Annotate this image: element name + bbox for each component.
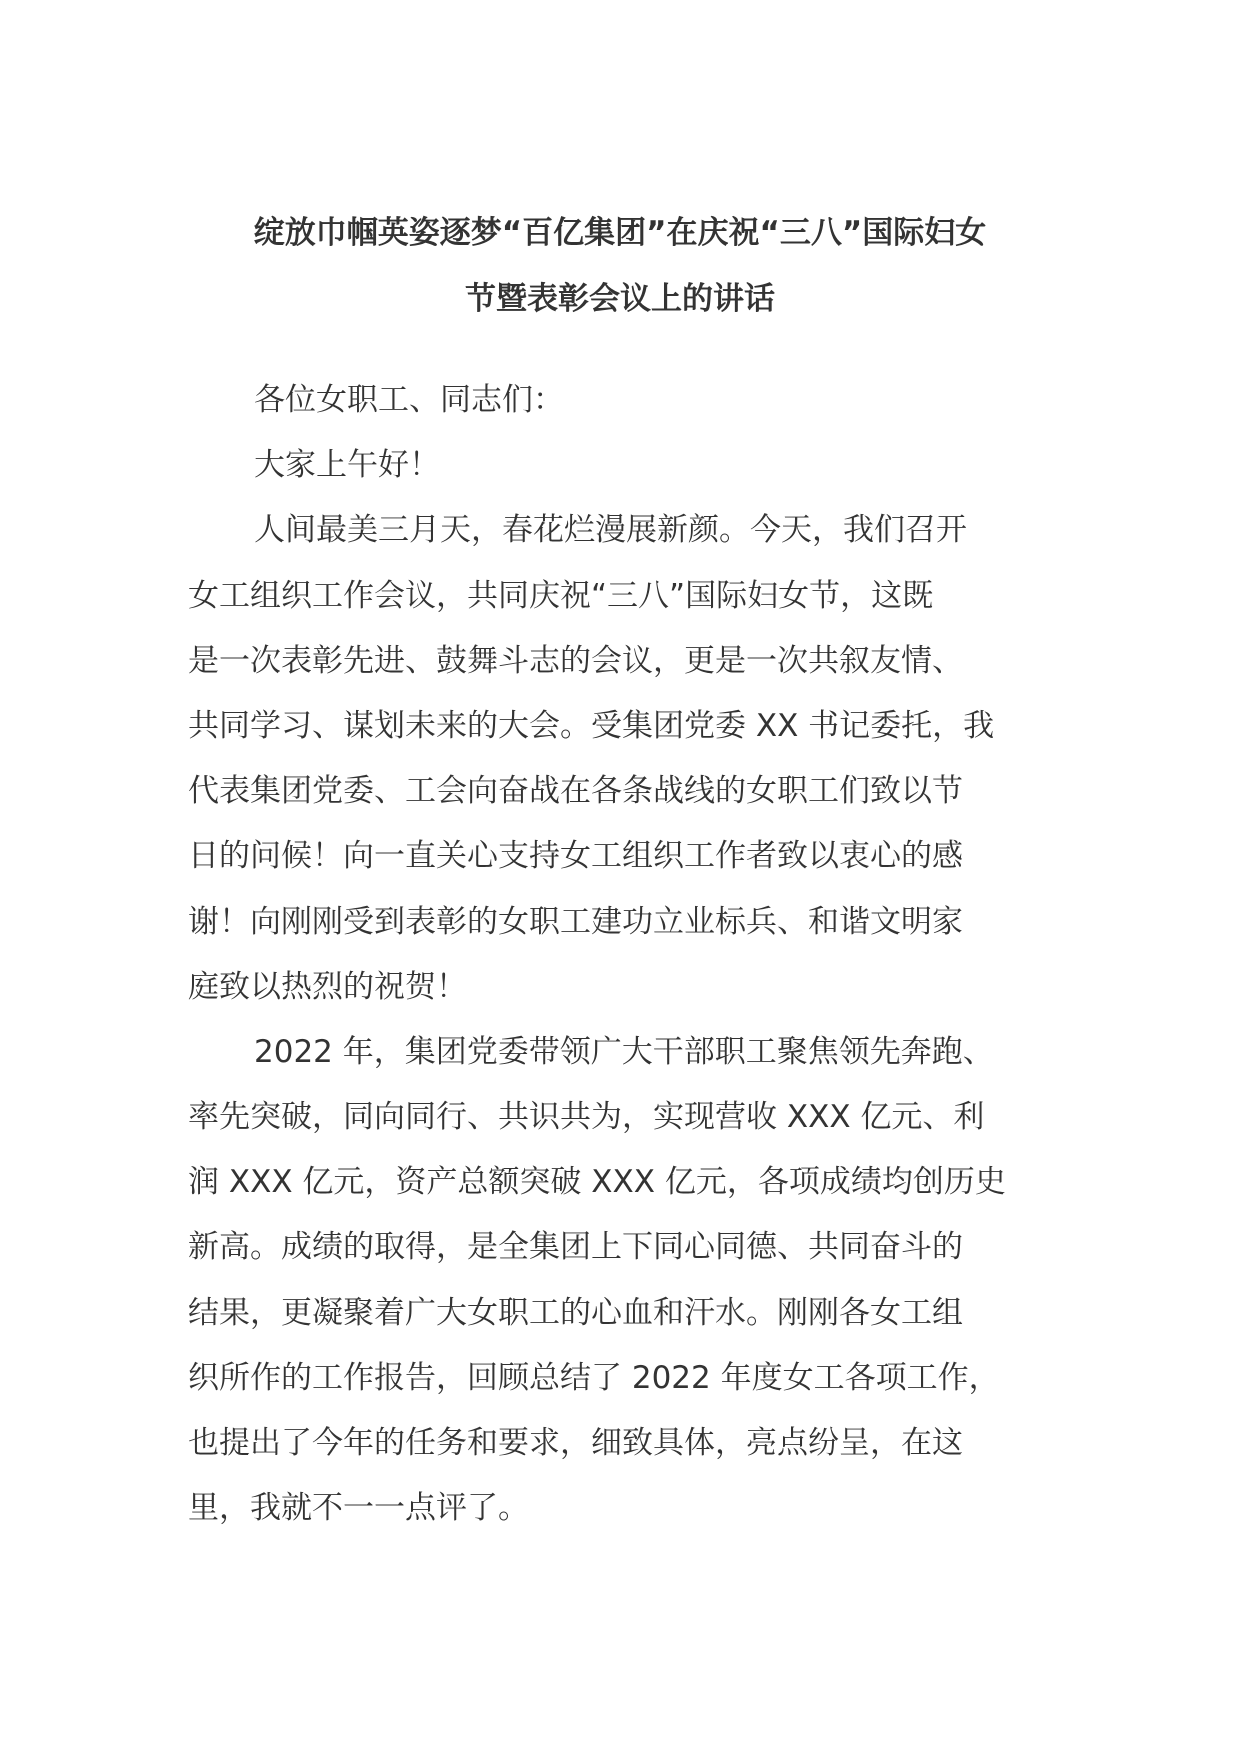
document-body [188,368,1068,1541]
paragraph-1-line: 日的问候！向一直关心支持女工组织工作者致以衷心的感 [188,838,963,875]
paragraph-2-line: 也提出了今年的任务和要求，细致具体，亮点纷呈，在这 [188,1425,963,1461]
paragraph-1-line: 共同学习、谋划未来的大会。受集团党委 XX 书记委托，我 [188,707,995,744]
paragraph-1-line: 代表集团党委、工会向奋战在各条战线的女职工们致以节 [188,773,963,810]
paragraph-1-line: 庭致以热烈的祝贺！ [188,968,467,1005]
paragraph-2-line: 润 XXX 亿元，资产总额突破 XXX 亿元，各项成绩均创历史 [188,1164,1006,1201]
salutation: 各位女职工、同志们： [254,382,564,418]
paragraph-1-line: 女工组织工作会议，共同庆祝“三八”国际妇女节，这既 [188,577,934,614]
paragraph-2-line: 2022 年，集团党委带领广大干部职工聚焦领先奔跑、 [254,1033,994,1070]
greeting: 大家上午好！ [254,447,440,484]
paragraph-2-line: 新高。成绩的取得，是全集团上下同心同德、共同奋斗的 [188,1229,963,1266]
document-title [180,200,1060,332]
paragraph-2-line: 里，我就不一一点评了。 [188,1490,529,1527]
paragraph-2-line: 结果，更凝聚着广大女职工的心血和汗水。刚刚各女工组 [188,1294,963,1331]
paragraph-2-line: 率先突破，同向同行、共识共为，实现营收 XXX 亿元、利 [188,1099,985,1136]
paragraph-1-line: 人间最美三月天，春花烂漫展新颜。今天，我们召开 [254,512,967,549]
title-line-1: 绽放巾帼英姿逐梦“百亿集团”在庆祝“三八”国际妇女 [253,215,987,251]
paragraph-1-line: 是一次表彰先进、鼓舞斗志的会议，更是一次共叙友情、 [188,642,963,679]
paragraph-1-line: 谢！向刚刚受到表彰的女职工建功立业标兵、和谐文明家 [188,903,963,940]
paragraph-2-line: 织所作的工作报告，回顾总结了 2022 年度女工各项工作， [188,1359,1000,1396]
title-line-2: 节暨表彰会议上的讲话 [465,281,775,317]
